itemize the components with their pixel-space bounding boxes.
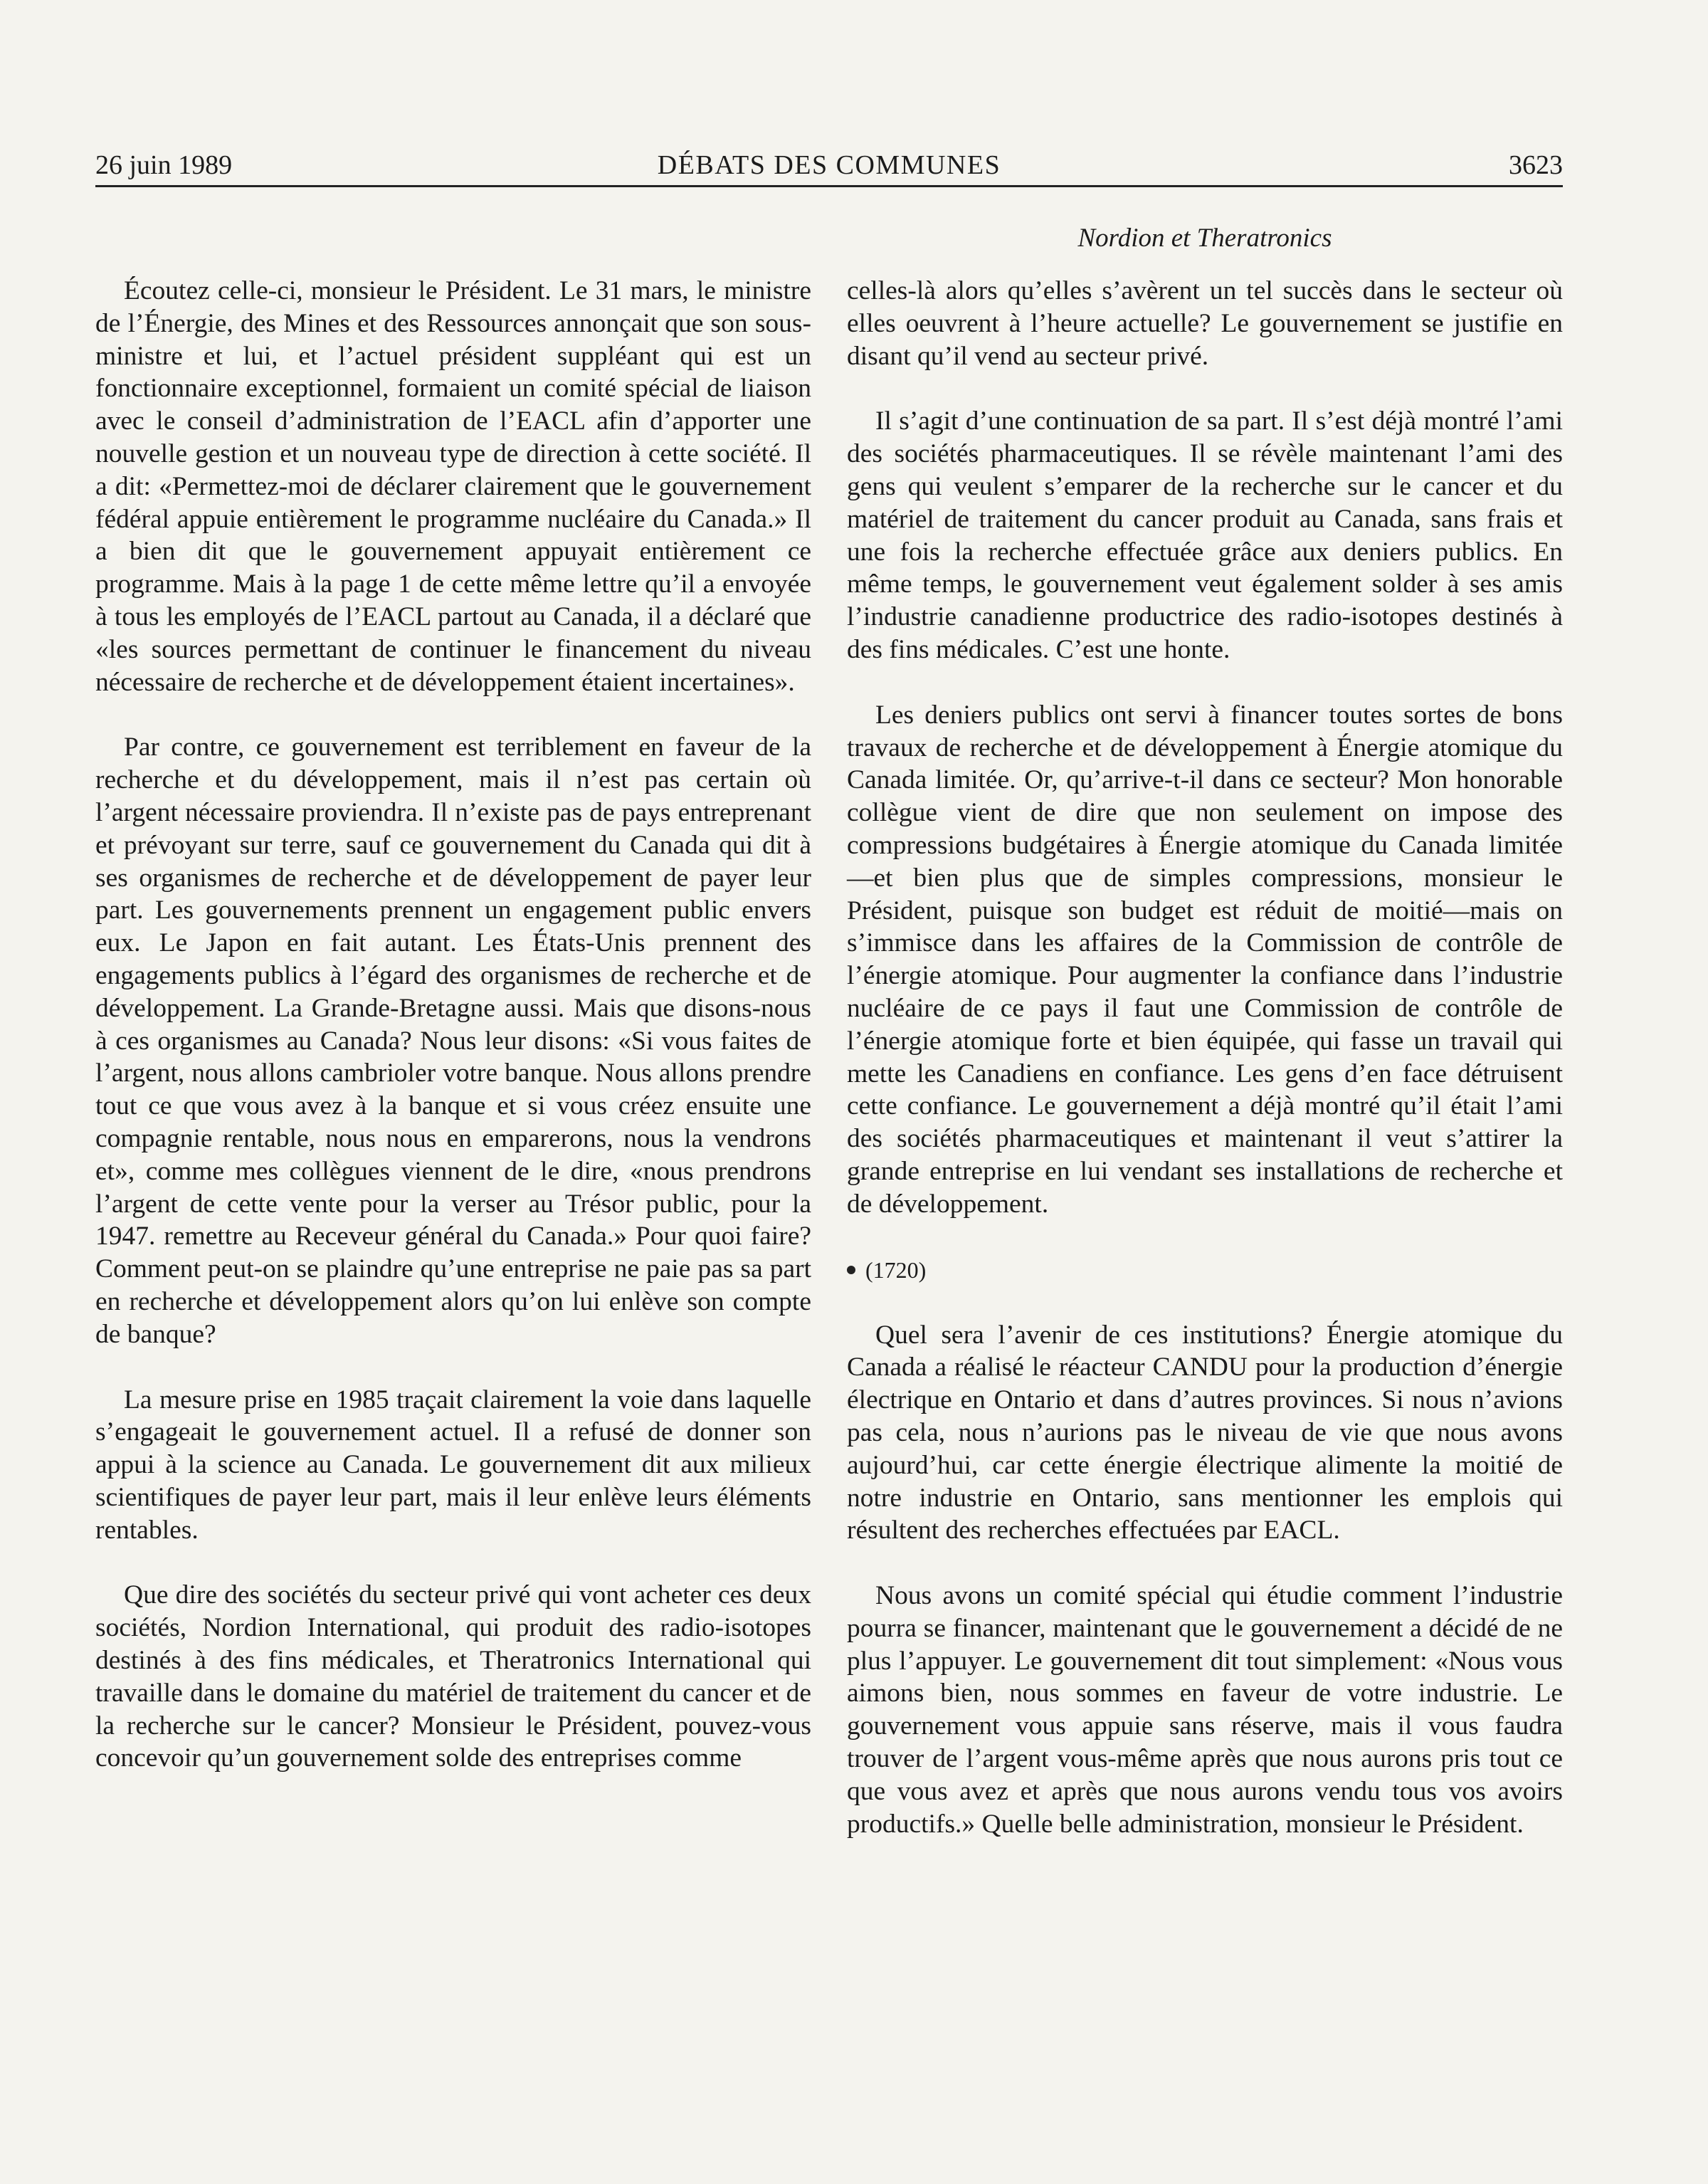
right-column (847, 275, 1563, 1873)
left-column (95, 275, 811, 1807)
time-marker-text: (1720) (865, 1256, 927, 1283)
header-rule (95, 185, 1563, 187)
paragraph: Par contre, ce gouvernement est terriblement en faveur de la recherche et du développement, mais il n’est pas certain où l’argent nécessaire proviendra. Il n’existe pas de pays entreprenant et prévoyant sur terre, sauf ce gouvernement du Canada qui dit à ses organismes de recherche et de développement de payer leur part. Les gouvernements prennent un engagement public envers eux. Le Japon en fait autant. Les États-Unis prennent des engagements publics à l’égard des organismes de recherche et de développement. La Grande-Bretagne aussi. Mais que disons-nous à ces organismes au Canada? Nous leur disons: «Si vous faites de l’argent, nous allons cambrioler votre banque. Nous allons prendre tout ce que vous avez à la banque et si vous créez ensuite une compagnie rentable, nous nous en emparerons, nous la vendrons et», comme mes collègues viennent de le dire, «nous prendrons l’argent de cette vente pour la verser au Trésor public, pour la 1947. remettre au Receveur général du Canada.» Pour quoi faire? Comment peut-on se plaindre qu’une entreprise ne paie pas sa part en recherche et développement alors qu’on lui enlève son compte de banque? (95, 733, 811, 1349)
page-number: 3623 (1509, 150, 1563, 180)
header-date: 26 juin 1989 (95, 150, 233, 180)
bullet-icon (847, 1266, 855, 1274)
paragraph: Que dire des sociétés du secteur privé qui vont acheter ces deux sociétés, Nordion International, qui produit des radio-isotopes destinés à des fins médicales, et Theratronics International qui travaille dans le domaine du matériel de traitement du cancer et de la recherche sur le cancer? Monsieur le Président, pouvez-vous concevoir qu’un gouvernement solde des entreprises comme (95, 1580, 811, 1773)
paragraph: Nous avons un comité spécial qui étudie comment l’industrie pourra se financer, maintenant que le gouvernement a décidé de ne plus l’appuyer. Le gouvernement dit tout simplement: «Nous vous aimons bien, nous sommes en faveur de votre industrie. Le gouvernement vous appuie sans réserve, mais il vous faudra trouver de l’argent vous-même après que nous aurons pris tout ce que vous avez et après que nous aurons vendu tous vos avoirs productifs.» Quelle belle administration, monsieur le Président. (847, 1581, 1563, 1839)
time-marker (847, 1254, 1563, 1286)
page-header (95, 148, 1563, 188)
paragraph: La mesure prise en 1985 traçait clairement la voie dans laquelle s’engageait le gouvernement actuel. Il a refusé de donner son appui à la science au Canada. Le gouvernement dit aux milieux scientifiques de payer leur part, mais il leur enlève leurs éléments rentables. (95, 1385, 811, 1545)
paragraph: Écoutez celle-ci, monsieur le Président. Le 31 mars, le ministre de l’Énergie, des Mines et des Ressources annonçait que son sous-ministre et lui, et l’actuel président suppléant qui est un fonctionnaire exceptionnel, formaient un comité spécial de liaison avec le conseil d’administration de l’EACL afin d’apporter une nouvelle gestion et un nouveau type de direction à cette société. Il a dit: «Permettez-moi de déclarer clairement que le gouvernement fédéral appuie entièrement le programme nucléaire du Canada.» Il a bien dit que le gouvernement appuyait entièrement ce programme. Mais à la page 1 de cette même lettre qu’il a envoyée à tous les employés de l’EACL partout au Canada, il a déclaré que «les sources permettant de continuer le financement du niveau nécessaire de recherche et de développement étaient incertaines». (95, 276, 811, 697)
running-head: Nordion et Theratronics (1077, 224, 1332, 253)
paragraph: Quel sera l’avenir de ces institutions? Énergie atomique du Canada a réalisé le réacteur CANDU pour la production d’énergie électrique en Ontario et dans d’autres provinces. Si nous n’avions pas cela, nous n’aurions pas le niveau de vie que nous avons aujourd’hui, car cette énergie électrique alimente la moitié de notre industrie en Ontario, sans mentionner les emplois qui résultent des recherches effectuées par EACL. (847, 1320, 1563, 1545)
paragraph: Les deniers publics ont servi à financer toutes sortes de bons travaux de recherche et de développement à Énergie atomique du Canada limitée. Or, qu’arrive-t-il dans ce secteur? Mon honorable collègue vient de dire que non seulement on impose des compressions budgétaires à Énergie atomique du Canada limitée—et bien plus que de simples compressions, monsieur le Président, puisque son budget est réduit de moitié—mais on s’immisce dans les affaires de la Commission de contrôle de l’énergie atomique. Pour augmenter la confiance dans l’industrie nucléaire de ce pays il faut une Commission de contrôle de l’énergie atomique forte et bien équipée, qui fasse un travail qui mette les Canadiens en confiance. Les gens d’en face détruisent cette confiance. Le gouvernement a déjà montré qu’il était l’ami des sociétés pharmaceutiques et maintenant il veut s’attirer la grande entreprise en lui vendant ses installations de recherche et de développement. (847, 700, 1563, 1219)
publication-title: DÉBATS DES COMMUNES (657, 150, 1001, 180)
paragraph-continuation: celles-là alors qu’elles s’avèrent un tel succès dans le secteur où elles oeuvrent à l’heure actuelle? Le gouvernement se justifie en disant qu’il vend au secteur privé. (847, 276, 1563, 371)
paragraph: Il s’agit d’une continuation de sa part. Il s’est déjà montré l’ami des sociétés pharmaceutiques. Il se révèle maintenant l’ami des gens qui veulent s’emparer de la recherche sur le cancer et du matériel de traitement du cancer produit au Canada, sans frais et une fois la recherche effectuée grâce aux deniers publics. En même temps, le gouvernement veut également solder à ses amis l’industrie canadienne productrice des radio-isotopes destinés à des fins médicales. C’est une honte. (847, 406, 1563, 664)
